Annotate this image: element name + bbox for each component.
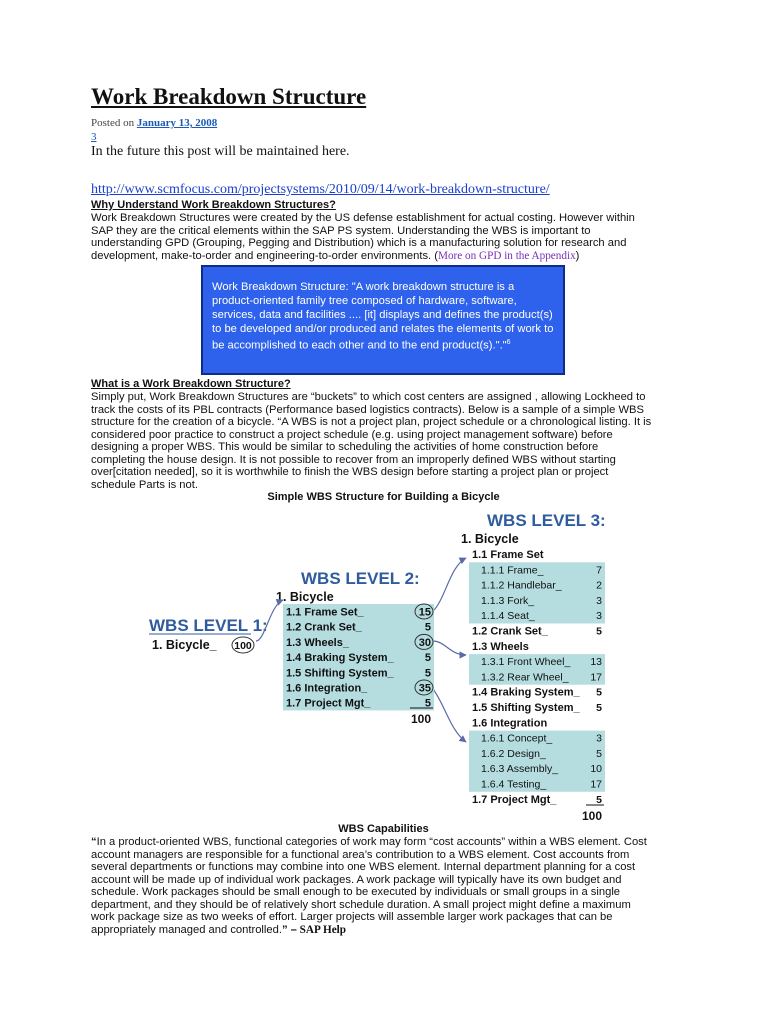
maintenance-note: In the future this post will be maintained here. <box>91 144 350 159</box>
wbs-level3-head-label: 1.7 Project Mgt_ <box>472 793 557 806</box>
wbs-level2-heading: WBS LEVEL 2: <box>301 569 420 588</box>
wbs-level3-value: 17 <box>590 778 602 791</box>
connector-wheels <box>433 641 466 655</box>
wbs-level3-list <box>469 549 605 823</box>
paragraph-line: track the costs of its PBL contracts (Performance based logistics contracts). Below is a sample of a simple WBS <box>91 403 644 416</box>
wbs-level2-total: 100 <box>410 712 431 726</box>
wbs-level3-head-label: 1.2 Crank Set_ <box>472 625 548 638</box>
wbs-level2-label: 1.4 Braking System_ <box>286 652 394 665</box>
wbs-level3-head-label: 1.1 Frame Set <box>472 549 544 561</box>
page-title: Work Breakdown Structure <box>91 84 367 109</box>
paragraph-line: Work Breakdown Structures were created by the US defense establishment for actual costing. However within <box>91 212 635 224</box>
wbs-level3-value: 10 <box>590 763 602 776</box>
paragraph-line-text: In a product-oriented WBS, functional categories of work may form “cost accounts” within a WBS element. Cost <box>96 836 647 848</box>
paragraph-line: understanding GPD (Grouping, Pegging and Distribution) which is a manufacturing solution for research and <box>91 237 627 249</box>
paragraph-line-text: department, and they should be of relatively short schedule duration. A small project might define a maximum <box>91 898 631 911</box>
paragraph-line-text: ) <box>575 249 580 262</box>
wbs-level3-sub-label: 1.6.4 Testing_ <box>481 778 547 791</box>
wbs-level3-value: 3 <box>596 594 602 607</box>
paragraph-line-text: development, make-to-order and engineering-to-order environments. ( <box>91 249 438 262</box>
wbs-level1-heading: WBS LEVEL 1: <box>149 616 268 635</box>
wbs-level3-head-label: 1.3 Wheels <box>472 640 529 653</box>
article-url-link[interactable]: http://www.scmfocus.com/projectsystems/2010/09/14/work-breakdown-structure/ <box>91 182 550 197</box>
wbs-level3-sub-label: 1.1.2 Handlebar_ <box>481 579 562 592</box>
wbs-level2-value: 35 <box>418 682 431 695</box>
wbs-level3-head-label: 1.6 Integration <box>472 717 548 730</box>
callout-label: Work Breakdown Structure <box>212 281 346 293</box>
close-quote: ” – <box>281 923 297 936</box>
paragraph-line-text: several departments or functions may combine into one WBS element. Internal department planning for a cost <box>91 861 636 873</box>
open-quote: “ <box>91 836 97 848</box>
wbs-level2-value: 5 <box>424 652 431 665</box>
capabilities-quote <box>91 836 681 936</box>
wbs-level3-total: 100 <box>581 809 602 823</box>
wbs-level1-value: 100 <box>234 640 252 652</box>
wbs-level3-head-label: 1.5 Shifting System_ <box>472 702 580 714</box>
paragraph-line <box>91 836 681 849</box>
posted-prefix: Posted on <box>91 117 135 129</box>
wbs-level3-sub-label: 1.1.1 Frame_ <box>481 564 544 577</box>
wbs-level2-label: 1.6 Integration_ <box>286 682 368 695</box>
wbs-level3-value: 17 <box>590 671 602 684</box>
paragraph-line: completing the house design. It is not possible to recover from an improperly defined WBS without starting <box>91 453 616 466</box>
callout-footnote: 6 <box>506 339 511 346</box>
wbs-level3-sub-label: 1.6.3 Assembly_ <box>481 763 559 776</box>
wbs-level3-value: 5 <box>596 686 602 699</box>
wbs-level3-value: 5 <box>596 793 602 806</box>
paragraph-line <box>91 886 681 899</box>
wbs-level3-value: 2 <box>596 579 602 592</box>
paragraph-line <box>91 924 681 937</box>
paragraph-line-text: appropriately managed and controlled. <box>91 923 282 936</box>
section-heading-capabilities: WBS Capabilities <box>338 823 429 835</box>
paragraph-line <box>91 899 681 912</box>
paragraph-line <box>91 861 681 874</box>
section-heading-why: Why Understand Work Breakdown Structures? <box>91 199 336 211</box>
paragraph-line <box>91 911 681 924</box>
wbs-level2-value: 15 <box>418 606 431 619</box>
comments-count-link[interactable]: 3 <box>91 131 97 143</box>
wbs-level3-sub-label: 1.6.2 Design_ <box>481 747 546 760</box>
section-heading-what: What is a Work Breakdown Structure? <box>91 378 291 390</box>
paragraph-line: Simply put, Work Breakdown Structures are “buckets” to which cost centers are assigned , allowing Lockheed to <box>91 391 646 403</box>
figure-caption: Simple WBS Structure for Building a Bicycle <box>267 491 500 503</box>
wbs-level3-heading: WBS LEVEL 3: <box>487 511 606 530</box>
wbs-level2-root: 1. Bicycle <box>276 590 334 604</box>
paragraph-line <box>91 849 681 862</box>
quote-source: SAP Help <box>296 923 346 936</box>
connector-frame-set <box>433 558 466 611</box>
paragraph-line: considered poor practice to construct a project schedule (e.g. using project management software) before <box>91 428 613 441</box>
paragraph-line-text: account will be made up of individual work packages. A work package will typically have its own budget and <box>91 873 622 886</box>
wbs-level3-sub-label: 1.3.2 Rear Wheel_ <box>481 671 569 684</box>
wbs-level3-sub-label: 1.1.3 Fork_ <box>481 594 535 607</box>
wbs-level3-sub-label: 1.1.4 Seat_ <box>481 610 535 623</box>
paragraph-line: SAP they are the critical elements within the SAP PS system. Understanding the WBS is important to <box>91 224 591 237</box>
paragraph-line: schedule Parts is not. <box>91 478 198 491</box>
wbs-level3-value: 3 <box>596 610 602 623</box>
wbs-level3-value: 3 <box>596 732 602 745</box>
posted-date-link[interactable]: January 13, 2008 <box>136 117 218 129</box>
wbs-level2-label: 1.2 Crank Set_ <box>286 621 362 634</box>
paragraph-line: designing a proper WBS. This would be similar to scheduling the activities of home construction before <box>91 441 599 453</box>
paragraph-line-text: account managers are responsible for a functional area’s contribution to a WBS element. Cost accounts from <box>91 848 630 861</box>
wbs-level3-sub-label: 1.6.1 Concept_ <box>481 732 553 745</box>
wbs-level3-value: 7 <box>596 564 602 577</box>
wbs-level3-value: 5 <box>596 625 602 638</box>
wbs-level2-label: 1.5 Shifting System_ <box>286 667 394 680</box>
paragraph-line-text: work package size as two weeks of effort. Larger projects will assemble larger work packages that can be <box>91 911 613 923</box>
wbs-level2-list <box>283 604 434 726</box>
paragraph-line <box>91 874 681 887</box>
paragraph-line: structure for the creation of a bicycle. “A WBS is not a project plan, project schedule or a chronological listing. It is <box>91 416 652 428</box>
wbs-level3-sub-label: 1.3.1 Front Wheel_ <box>481 656 571 669</box>
wbs-level2-value: 5 <box>424 667 431 680</box>
gpd-appendix-link[interactable]: More on GPD in the Appendix <box>438 249 576 262</box>
callout-text: : "A work breakdown structure is a product-oriented family tree composed of hardware, software, services, data and facilities .... [it] displays and defines the product(s) to be developed and/or produced and relates the elements of work to be accomplished to each other and to the end product(s)."." <box>212 281 554 352</box>
wbs-level2-label: 1.3 Wheels_ <box>286 636 349 649</box>
paragraph-line-text: schedule. Work packages should be small enough to be executed by individuals or small groups in a single <box>91 886 621 898</box>
wbs-level3-value: 13 <box>590 656 602 669</box>
wbs-level2-value: 30 <box>418 636 431 649</box>
wbs-level3-root: 1. Bicycle <box>461 532 519 546</box>
wbs-level2-value: 5 <box>424 621 431 634</box>
wbs-level2-label: 1.7 Project Mgt_ <box>286 697 371 710</box>
paragraph-line: over[citation needed], so it is worthwhile to finish the WBS design before starting a project plan or project <box>91 466 609 478</box>
wbs-level3-value: 5 <box>596 702 602 714</box>
wbs-level2-label: 1.1 Frame Set_ <box>286 606 364 619</box>
connector-integration <box>433 689 466 742</box>
wbs-level3-value: 5 <box>596 747 602 760</box>
wbs-level1-item: 1. Bicycle_ <box>152 638 217 652</box>
wbs-level2-value: 5 <box>424 697 431 710</box>
wbs-level3-head-label: 1.4 Braking System_ <box>472 686 580 699</box>
